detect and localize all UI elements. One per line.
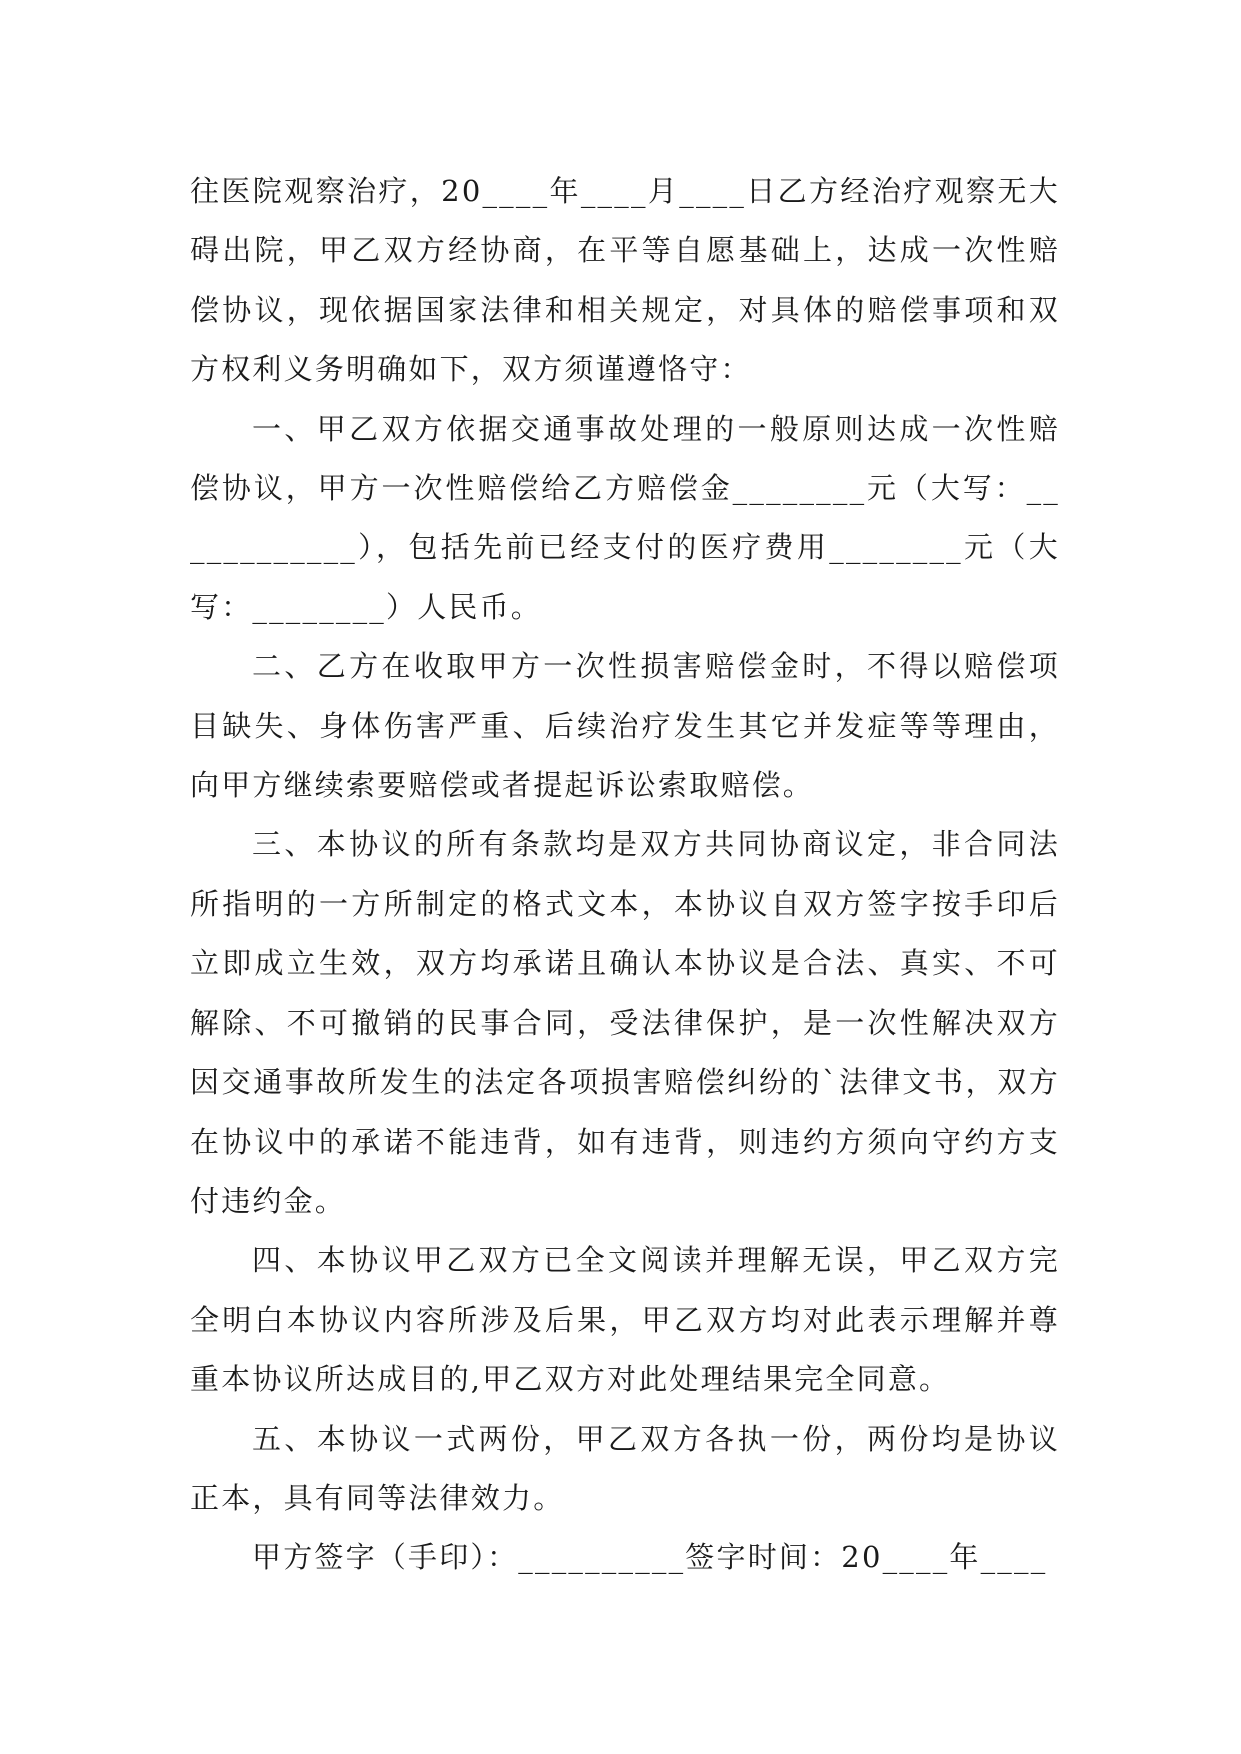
paragraph-intro: 往医院观察治疗，20____年____月____日乙方经治疗观察无大碍出院，甲乙双方经协商，在平等自愿基础上，达成一次性赔偿协议，现依据国家法律和相关规定，对具体的赔偿事项和双方权利义务明确如下，双方须谨遵恪守： — [190, 174, 1060, 387]
signature-line-party-a: 甲方签字（手印）：__________签字时间：20____年____ — [252, 1540, 1048, 1575]
clause-three: 三、本协议的所有条款均是双方共同协商议定，非合同法所指明的一方所制定的格式文本，本协议自双方签字按手印后立即成立生效，双方均承诺且确认本协议是合法、真实、不可解除、不可撤销的民事合同，受法律保护，是一次性解决双方因交通事故所发生的法定各项损害赔偿纠纷的`法律文书，双方在协议中的承诺不能违背，如有违背，则违约方须向守约方支付违约金。 — [190, 827, 1060, 1218]
clause-five: 五、本协议一式两份，甲乙双方各执一份，两份均是协议正本，具有同等法律效力。 — [190, 1421, 1060, 1515]
clause-one: 一、甲乙双方依据交通事故处理的一般原则达成一次性赔偿协议，甲方一次性赔偿给乙方赔偿金________元（大写：____________），包括先前已经支付的医疗费用________元（大写：________）人民币。 — [190, 411, 1060, 624]
clause-four: 四、本协议甲乙双方已全文阅读并理解无误，甲乙双方完全明白本协议内容所涉及后果，甲乙双方均对此表示理解并尊重本协议所达成目的,甲乙双方对此处理结果完全同意。 — [190, 1243, 1060, 1397]
document-body — [190, 162, 1060, 1588]
clause-two: 二、乙方在收取甲方一次性损害赔偿金时，不得以赔偿项目缺失、身体伤害严重、后续治疗发生其它并发症等等理由，向甲方继续索要赔偿或者提起诉讼索取赔偿。 — [190, 649, 1060, 803]
